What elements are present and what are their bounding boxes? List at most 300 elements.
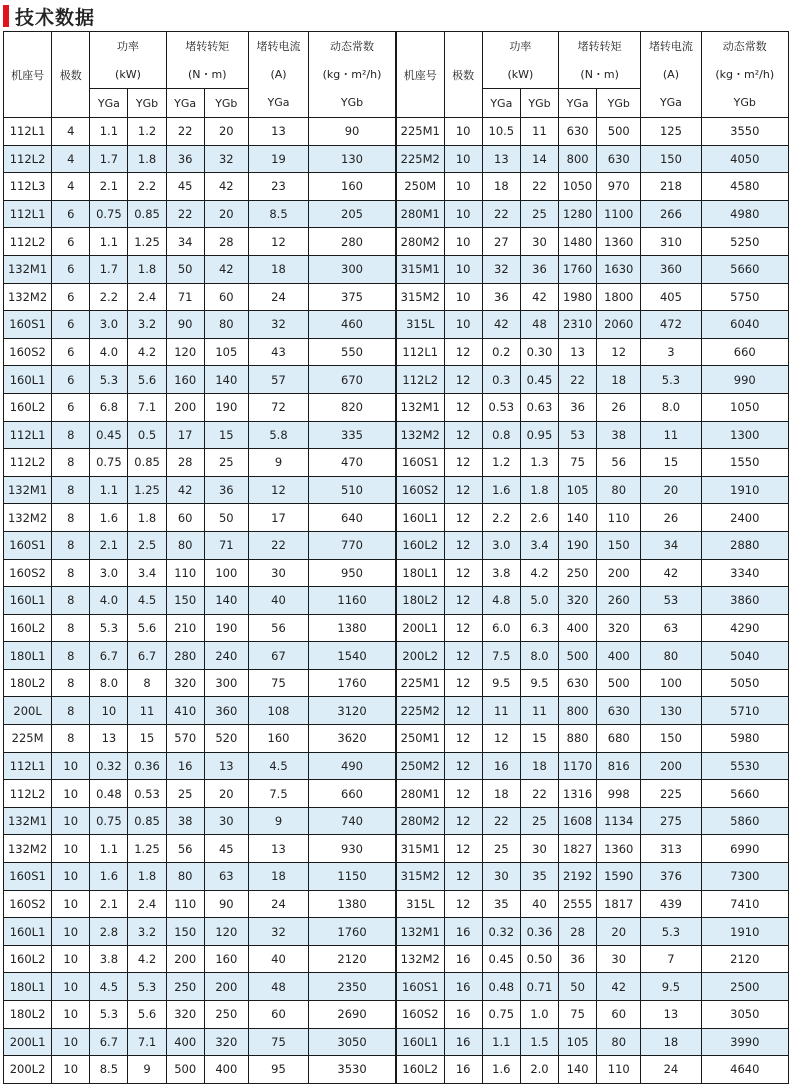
table-cell: 0.75 (90, 807, 128, 835)
table-cell: 1.25 (128, 476, 166, 504)
table-cell: 3050 (701, 1001, 788, 1029)
table-cell: 180L1 (4, 973, 52, 1001)
table-row (4, 752, 789, 780)
table-cell: 5.8 (248, 421, 308, 449)
table-cell: 71 (204, 531, 248, 559)
table-cell: 0.75 (482, 1001, 520, 1029)
table-cell: 820 (309, 393, 396, 421)
table-cell: 5.6 (128, 614, 166, 642)
table-row (4, 780, 789, 808)
table-cell: 43 (248, 338, 308, 366)
table-cell: 50 (204, 504, 248, 532)
table-cell: 6.3 (520, 614, 558, 642)
table-row (4, 697, 789, 725)
table-cell: 10 (444, 228, 482, 256)
table-cell: 150 (166, 918, 204, 946)
table-cell: 22 (482, 200, 520, 228)
table-cell: 112L2 (4, 780, 52, 808)
table-cell: 60 (204, 283, 248, 311)
table-cell: 13 (248, 118, 308, 146)
table-cell: 26 (597, 393, 641, 421)
table-cell: 112L2 (4, 145, 52, 173)
table-cell: 100 (204, 559, 248, 587)
table-cell: 490 (309, 752, 396, 780)
table-cell: 1360 (597, 228, 641, 256)
table-cell: 12 (444, 642, 482, 670)
table-cell: 2350 (309, 973, 396, 1001)
table-row (4, 835, 789, 863)
table-cell: 200L1 (4, 1028, 52, 1056)
table-cell: 48 (520, 311, 558, 339)
table-cell: 4.2 (520, 559, 558, 587)
table-cell: 400 (166, 1028, 204, 1056)
table-cell: 1.1 (90, 228, 128, 256)
table-cell: 6.8 (90, 393, 128, 421)
table-cell: 6 (52, 338, 90, 366)
table-cell: 200 (166, 945, 204, 973)
table-cell: 310 (641, 228, 701, 256)
table-cell: 5.6 (128, 366, 166, 394)
table-cell: 4.2 (128, 338, 166, 366)
table-cell: 11 (520, 697, 558, 725)
table-cell: 0.45 (482, 945, 520, 973)
table-cell: 22 (520, 780, 558, 808)
table-cell: 24 (248, 283, 308, 311)
header-dynamic-unit-2: (kg・m²/h) (701, 60, 788, 89)
table-cell: 12 (444, 863, 482, 891)
table-cell: 1.1 (90, 476, 128, 504)
table-cell: 110 (166, 559, 204, 587)
table-cell: 10 (444, 255, 482, 283)
table-cell: 75 (559, 1001, 597, 1029)
table-cell: 205 (309, 200, 396, 228)
table-row (4, 200, 789, 228)
table-cell: 110 (597, 1056, 641, 1084)
table-cell: 60 (248, 1001, 308, 1029)
table-cell: 90 (204, 890, 248, 918)
table-cell: 27 (482, 228, 520, 256)
table-cell: 160 (309, 173, 396, 201)
table-cell: 160L2 (396, 531, 444, 559)
table-cell: 1050 (701, 393, 788, 421)
header-power-yga: YGa (90, 89, 128, 118)
table-cell: 2310 (559, 311, 597, 339)
table-cell: 20 (204, 118, 248, 146)
table-cell: 225M1 (396, 118, 444, 146)
table-cell: 132M1 (4, 807, 52, 835)
table-cell: 80 (166, 531, 204, 559)
table-cell: 12 (444, 725, 482, 753)
table-row (4, 531, 789, 559)
table-cell: 0.85 (128, 449, 166, 477)
table-cell: 40 (248, 945, 308, 973)
table-cell: 22 (166, 118, 204, 146)
table-cell: 0.8 (482, 421, 520, 449)
table-cell: 266 (641, 200, 701, 228)
table-cell: 2400 (701, 504, 788, 532)
table-cell: 320 (166, 669, 204, 697)
table-cell: 12 (444, 393, 482, 421)
table-cell: 0.32 (482, 918, 520, 946)
table-row (4, 559, 789, 587)
table-cell: 50 (166, 255, 204, 283)
table-cell: 180L2 (4, 669, 52, 697)
table-cell: 1817 (597, 890, 641, 918)
table-cell: 5.0 (520, 587, 558, 615)
table-cell: 200L2 (396, 642, 444, 670)
table-cell: 15 (128, 725, 166, 753)
table-cell: 1760 (559, 255, 597, 283)
table-cell: 26 (641, 504, 701, 532)
table-cell: 10 (444, 173, 482, 201)
table-cell: 3990 (701, 1028, 788, 1056)
header-power-ygb-2: YGb (520, 89, 558, 118)
table-cell: 19 (248, 145, 308, 173)
table-cell: 32 (248, 311, 308, 339)
title-block (3, 4, 95, 28)
table-cell: 125 (641, 118, 701, 146)
table-cell: 3.4 (128, 559, 166, 587)
table-cell: 520 (204, 725, 248, 753)
table-cell: 6040 (701, 311, 788, 339)
table-cell: 640 (309, 504, 396, 532)
table-cell: 630 (597, 145, 641, 173)
table-cell: 510 (309, 476, 396, 504)
table-cell: 225M2 (396, 145, 444, 173)
table-cell: 335 (309, 421, 396, 449)
table-cell: 500 (559, 642, 597, 670)
table-cell: 8 (52, 531, 90, 559)
table-header (4, 32, 789, 118)
table-cell: 816 (597, 752, 641, 780)
table-cell: 315L (396, 890, 444, 918)
table-cell: 57 (248, 366, 308, 394)
table-cell: 250 (204, 1001, 248, 1029)
table-cell: 0.75 (90, 449, 128, 477)
table-cell: 24 (248, 890, 308, 918)
table-cell: 80 (597, 1028, 641, 1056)
table-cell: 1.1 (482, 1028, 520, 1056)
table-cell: 42 (641, 559, 701, 587)
table-cell: 2500 (701, 973, 788, 1001)
header-frame: 机座号 (4, 32, 52, 118)
table-cell: 470 (309, 449, 396, 477)
table-cell: 2.6 (520, 504, 558, 532)
table-cell: 1.6 (482, 1056, 520, 1084)
table-cell: 40 (248, 587, 308, 615)
table-cell: 10 (52, 890, 90, 918)
table-cell: 0.30 (520, 338, 558, 366)
table-cell: 150 (597, 531, 641, 559)
table-cell: 5.3 (641, 366, 701, 394)
table-cell: 5750 (701, 283, 788, 311)
table-cell: 4.2 (128, 945, 166, 973)
header-torque-unit-2: (N・m) (559, 60, 641, 89)
table-cell: 1.3 (520, 449, 558, 477)
table-cell: 160 (204, 945, 248, 973)
table-cell: 20 (641, 476, 701, 504)
table-cell: 9.5 (482, 669, 520, 697)
table-cell: 1800 (597, 283, 641, 311)
table-cell: 970 (597, 173, 641, 201)
table-cell: 36 (559, 393, 597, 421)
table-cell: 75 (248, 669, 308, 697)
table-cell: 250 (166, 973, 204, 1001)
table-cell: 112L2 (4, 228, 52, 256)
table-cell: 22 (482, 807, 520, 835)
table-cell: 5860 (701, 807, 788, 835)
table-cell: 6.7 (90, 1028, 128, 1056)
table-cell: 160L1 (396, 1028, 444, 1056)
table-cell: 180L2 (4, 1001, 52, 1029)
table-cell: 320 (597, 614, 641, 642)
table-cell: 160S2 (4, 559, 52, 587)
table-cell: 3340 (701, 559, 788, 587)
table-cell: 160S2 (396, 1001, 444, 1029)
table-cell: 160 (166, 366, 204, 394)
table-cell: 12 (482, 725, 520, 753)
table-cell: 132M2 (396, 421, 444, 449)
table-cell: 740 (309, 807, 396, 835)
table-cell: 42 (166, 476, 204, 504)
table-cell: 5040 (701, 642, 788, 670)
table-cell: 13 (204, 752, 248, 780)
table-cell: 190 (559, 531, 597, 559)
table-cell: 375 (309, 283, 396, 311)
table-cell: 132M2 (396, 945, 444, 973)
table-cell: 160L2 (4, 393, 52, 421)
table-cell: 45 (204, 835, 248, 863)
table-cell: 42 (597, 973, 641, 1001)
table-cell: 28 (166, 449, 204, 477)
header-poles-2: 极数 (444, 32, 482, 118)
table-cell: 0.5 (128, 421, 166, 449)
table-cell: 3.8 (482, 559, 520, 587)
table-cell: 250M2 (396, 752, 444, 780)
table-cell: 200 (641, 752, 701, 780)
table-cell: 0.85 (128, 807, 166, 835)
table-cell: 300 (309, 255, 396, 283)
table-cell: 0.71 (520, 973, 558, 1001)
table-cell: 4 (52, 173, 90, 201)
table-cell: 12 (248, 476, 308, 504)
table-row (4, 145, 789, 173)
table-cell: 132M1 (4, 476, 52, 504)
table-cell: 12 (444, 338, 482, 366)
table-cell: 25 (520, 200, 558, 228)
table-cell: 8 (52, 642, 90, 670)
table-cell: 18 (482, 780, 520, 808)
table-cell: 2.8 (90, 918, 128, 946)
table-cell: 17 (166, 421, 204, 449)
table-cell: 12 (444, 531, 482, 559)
table-row (4, 725, 789, 753)
table-cell: 150 (641, 145, 701, 173)
table-cell: 10 (444, 200, 482, 228)
table-cell: 1.25 (128, 228, 166, 256)
table-row (4, 366, 789, 394)
table-cell: 8 (52, 587, 90, 615)
table-cell: 10 (52, 807, 90, 835)
table-cell: 200L (4, 697, 52, 725)
table-cell: 4.5 (128, 587, 166, 615)
table-cell: 5980 (701, 725, 788, 753)
table-cell: 112L1 (4, 421, 52, 449)
table-cell: 35 (520, 863, 558, 891)
table-cell: 1.7 (90, 255, 128, 283)
table-cell: 275 (641, 807, 701, 835)
table-cell: 30 (520, 835, 558, 863)
table-cell: 15 (641, 449, 701, 477)
table-cell: 7300 (701, 863, 788, 891)
header-dynamic: 动态常数 (309, 32, 396, 61)
table-cell: 4980 (701, 200, 788, 228)
table-cell: 0.85 (128, 200, 166, 228)
table-cell: 680 (597, 725, 641, 753)
table-cell: 160L1 (4, 587, 52, 615)
table-cell: 950 (309, 559, 396, 587)
table-cell: 7.1 (128, 393, 166, 421)
table-cell: 5530 (701, 752, 788, 780)
table-cell: 112L1 (396, 338, 444, 366)
table-cell: 770 (309, 531, 396, 559)
table-cell: 42 (482, 311, 520, 339)
table-cell: 3.0 (90, 311, 128, 339)
table-cell: 1550 (701, 449, 788, 477)
table-cell: 7 (641, 945, 701, 973)
table-cell: 25 (166, 780, 204, 808)
table-cell: 28 (559, 918, 597, 946)
table-cell: 800 (559, 697, 597, 725)
table-cell: 280M2 (396, 228, 444, 256)
table-cell: 6 (52, 311, 90, 339)
table-cell: 4640 (701, 1056, 788, 1084)
table-cell: 105 (559, 476, 597, 504)
table-cell: 18 (597, 366, 641, 394)
header-power-yga-2: YGa (482, 89, 520, 118)
header-torque: 堵转转矩 (166, 32, 248, 61)
table-cell: 990 (701, 366, 788, 394)
table-cell: 225M (4, 725, 52, 753)
table-cell: 315M2 (396, 863, 444, 891)
table-cell: 12 (444, 559, 482, 587)
table-cell: 80 (597, 476, 641, 504)
table-cell: 315M2 (396, 283, 444, 311)
table-cell: 400 (204, 1056, 248, 1084)
table-cell: 200L1 (396, 614, 444, 642)
table-cell: 45 (166, 173, 204, 201)
header-current-unit: (A) (248, 60, 308, 89)
table-cell: 8.0 (520, 642, 558, 670)
table-cell: 190 (204, 393, 248, 421)
table-cell: 10 (444, 283, 482, 311)
table-cell: 6 (52, 200, 90, 228)
table-cell: 2192 (559, 863, 597, 891)
table-cell: 14 (520, 145, 558, 173)
table-cell: 112L1 (4, 118, 52, 146)
table-cell: 6 (52, 228, 90, 256)
table-row (4, 1056, 789, 1084)
table-cell: 160S1 (4, 311, 52, 339)
table-cell: 11 (641, 421, 701, 449)
table-cell: 160L1 (4, 918, 52, 946)
table-cell: 6.7 (90, 642, 128, 670)
table-cell: 32 (204, 145, 248, 173)
header-poles: 极数 (52, 32, 90, 118)
table-cell: 320 (204, 1028, 248, 1056)
table-cell: 1160 (309, 587, 396, 615)
table-cell: 16 (166, 752, 204, 780)
table-cell: 12 (444, 669, 482, 697)
table-cell: 8 (52, 725, 90, 753)
table-row (4, 421, 789, 449)
table-cell: 1.25 (128, 835, 166, 863)
table-cell: 240 (204, 642, 248, 670)
table-cell: 105 (204, 338, 248, 366)
table-cell: 1100 (597, 200, 641, 228)
table-cell: 112L3 (4, 173, 52, 201)
table-cell: 32 (248, 918, 308, 946)
table-cell: 160L2 (4, 945, 52, 973)
table-cell: 1.2 (482, 449, 520, 477)
table-cell: 11 (520, 118, 558, 146)
table-cell: 112L2 (396, 366, 444, 394)
table-cell: 90 (309, 118, 396, 146)
table-cell: 1.8 (128, 255, 166, 283)
table-cell: 18 (482, 173, 520, 201)
table-cell: 32 (482, 255, 520, 283)
table-cell: 2.2 (128, 173, 166, 201)
table-cell: 1.1 (90, 835, 128, 863)
table-cell: 8 (52, 504, 90, 532)
table-cell: 16 (482, 752, 520, 780)
table-cell: 12 (444, 835, 482, 863)
table-cell: 130 (641, 697, 701, 725)
table-cell: 10.5 (482, 118, 520, 146)
table-cell: 35 (482, 890, 520, 918)
table-cell: 1.8 (128, 863, 166, 891)
header-power: 功率 (90, 32, 166, 61)
table-cell: 0.95 (520, 421, 558, 449)
table-cell: 160L1 (4, 366, 52, 394)
table-cell: 3.0 (482, 531, 520, 559)
table-cell: 5660 (701, 780, 788, 808)
table-cell: 23 (248, 173, 308, 201)
table-cell: 160S1 (396, 449, 444, 477)
table-cell: 18 (641, 1028, 701, 1056)
table-cell: 225M2 (396, 697, 444, 725)
table-cell: 53 (641, 587, 701, 615)
table-cell: 313 (641, 835, 701, 863)
table-cell: 225 (641, 780, 701, 808)
table-cell: 15 (204, 421, 248, 449)
table-cell: 12 (444, 807, 482, 835)
table-cell: 160L2 (396, 1056, 444, 1084)
table-cell: 130 (309, 145, 396, 173)
table-cell: 3550 (701, 118, 788, 146)
table-cell: 3.8 (90, 945, 128, 973)
table-cell: 160S1 (396, 973, 444, 1001)
table-cell: 200 (204, 973, 248, 1001)
header-power-2: 功率 (482, 32, 558, 61)
table-cell: 3.2 (128, 918, 166, 946)
table-cell: 63 (641, 614, 701, 642)
table-cell: 80 (166, 863, 204, 891)
table-cell: 30 (204, 807, 248, 835)
table-cell: 1590 (597, 863, 641, 891)
table-cell: 5660 (701, 255, 788, 283)
header-frame-2: 机座号 (396, 32, 444, 118)
